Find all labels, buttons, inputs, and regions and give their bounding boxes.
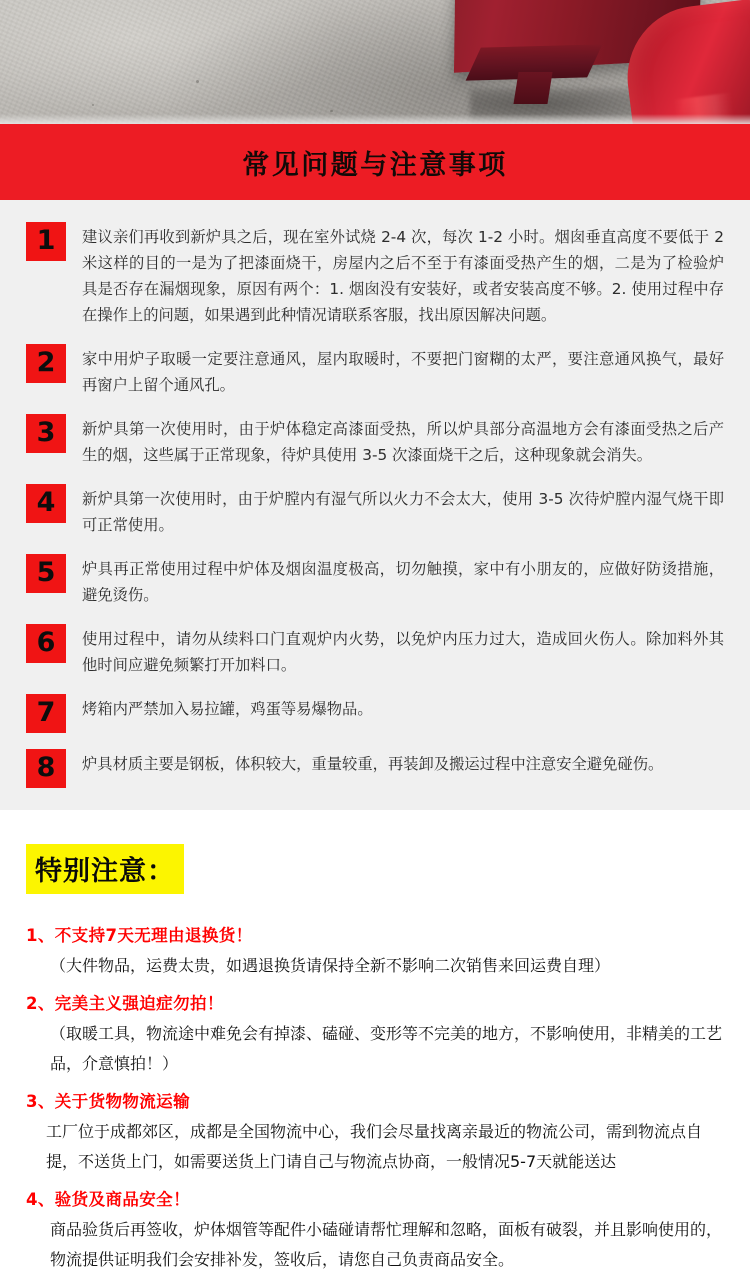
notice-body: （大件物品，运费太贵，如遇退换货请保持全新不影响二次销售来回运费自理）	[50, 956, 611, 975]
faq-header-bar	[0, 124, 750, 200]
faq-number-badge: 5	[26, 554, 66, 593]
special-notice-section	[0, 810, 750, 1275]
notice-body: 工厂位于成都郊区，成都是全国物流中心，我们会尽量找离亲最近的物流公司，需到物流点自提，不送货上门，如需要送货上门请自己与物流点协商，一般情况5-7天就能送达	[46, 1122, 703, 1171]
special-notice-title: 特别注意：	[26, 844, 184, 894]
stove-leg	[513, 72, 552, 104]
faq-item-text: 新炉具第一次使用时，由于炉体稳定高漆面受热，所以炉具部分高温地方会有漆面受热之后产生的烟，这些属于正常现象，待炉具使用 3-5 次漆面烧干之后，这种现象就会消失。	[82, 420, 724, 464]
faq-item	[26, 222, 724, 328]
faq-number-badge: 3	[26, 414, 66, 453]
special-title-wrapper	[26, 844, 724, 894]
photo-bottom-fade	[0, 114, 750, 124]
notice-block	[26, 989, 724, 1079]
faq-item	[26, 484, 724, 538]
faq-number-badge: 8	[26, 749, 66, 788]
product-photo-stove-on-concrete	[0, 0, 750, 124]
faq-item	[26, 554, 724, 608]
faq-number-badge: 2	[26, 344, 66, 383]
faq-item	[26, 694, 724, 733]
faq-number-badge: 4	[26, 484, 66, 523]
notice-heading: 3、关于货物物流运输	[26, 1092, 190, 1111]
faq-item-text: 使用过程中，请勿从续料口门直观炉内火势，以免炉内压力过大，造成回火伤人。除加料外其他时间应避免频繁打开加料口。	[82, 630, 724, 674]
notice-block	[26, 1087, 724, 1177]
floor-speck	[330, 110, 333, 112]
faq-item	[26, 344, 724, 398]
faq-item-text: 炉具再正常使用过程中炉体及烟囱温度极高，切勿触摸，家中有小朋友的，应做好防烫措施，避免烫伤。	[82, 560, 724, 604]
faq-number-badge: 1	[26, 222, 66, 261]
faq-item-text: 新炉具第一次使用时，由于炉膛内有湿气所以火力不会太大，使用 3-5 次待炉膛内湿气烧干即可正常使用。	[82, 490, 724, 534]
floor-speck	[196, 80, 199, 83]
faq-item	[26, 749, 724, 788]
faq-item-text: 建议亲们再收到新炉具之后，现在室外试烧 2-4 次，每次 1-2 小时。烟囱垂直高度不要低于 2 米这样的目的一是为了把漆面烧干，房屋内之后不至于有漆面受热产生的烟，二是为了检验炉具是否存在漏烟现象，原因有两个：1. 烟囱没有安装好，或者安装高度不够。2. 使用过程中存在操作上的问题，如果遇到此种情况请联系客服，找出原因解决问题。	[82, 228, 724, 324]
faq-item	[26, 414, 724, 468]
floor-speck	[92, 104, 94, 106]
notice-heading: 1、不支持7天无理由退换货！	[26, 926, 253, 945]
faq-item-text: 烤箱内严禁加入易拉罐，鸡蛋等易爆物品。	[82, 700, 373, 718]
notice-heading: 4、验货及商品安全！	[26, 1190, 190, 1209]
faq-item-text: 家中用炉子取暖一定要注意通风，屋内取暖时，不要把门窗糊的太严，要注意通风换气，最好再窗户上留个通风孔。	[82, 350, 724, 394]
faq-list-panel	[0, 200, 750, 810]
faq-number-badge: 7	[26, 694, 66, 733]
faq-item	[26, 624, 724, 678]
faq-header-title: 常见问题与注意事项	[242, 149, 508, 181]
notice-heading: 2、完美主义强迫症勿拍！	[26, 994, 224, 1013]
notice-body: （取暖工具，物流途中难免会有掉漆、磕碰、变形等不完美的地方，不影响使用，非精美的工艺品，介意慎拍！）	[50, 1024, 723, 1073]
faq-item-text: 炉具材质主要是钢板，体积较大，重量较重，再装卸及搬运过程中注意安全避免碰伤。	[82, 755, 664, 773]
notice-block	[26, 921, 724, 981]
faq-number-badge: 6	[26, 624, 66, 663]
notice-block	[26, 1185, 724, 1275]
notice-body: 商品验货后再签收，炉体烟管等配件小磕碰请帮忙理解和忽略，面板有破裂，并且影响使用的，物流提供证明我们会安排补发，签收后，请您自己负责商品安全。	[50, 1220, 723, 1269]
